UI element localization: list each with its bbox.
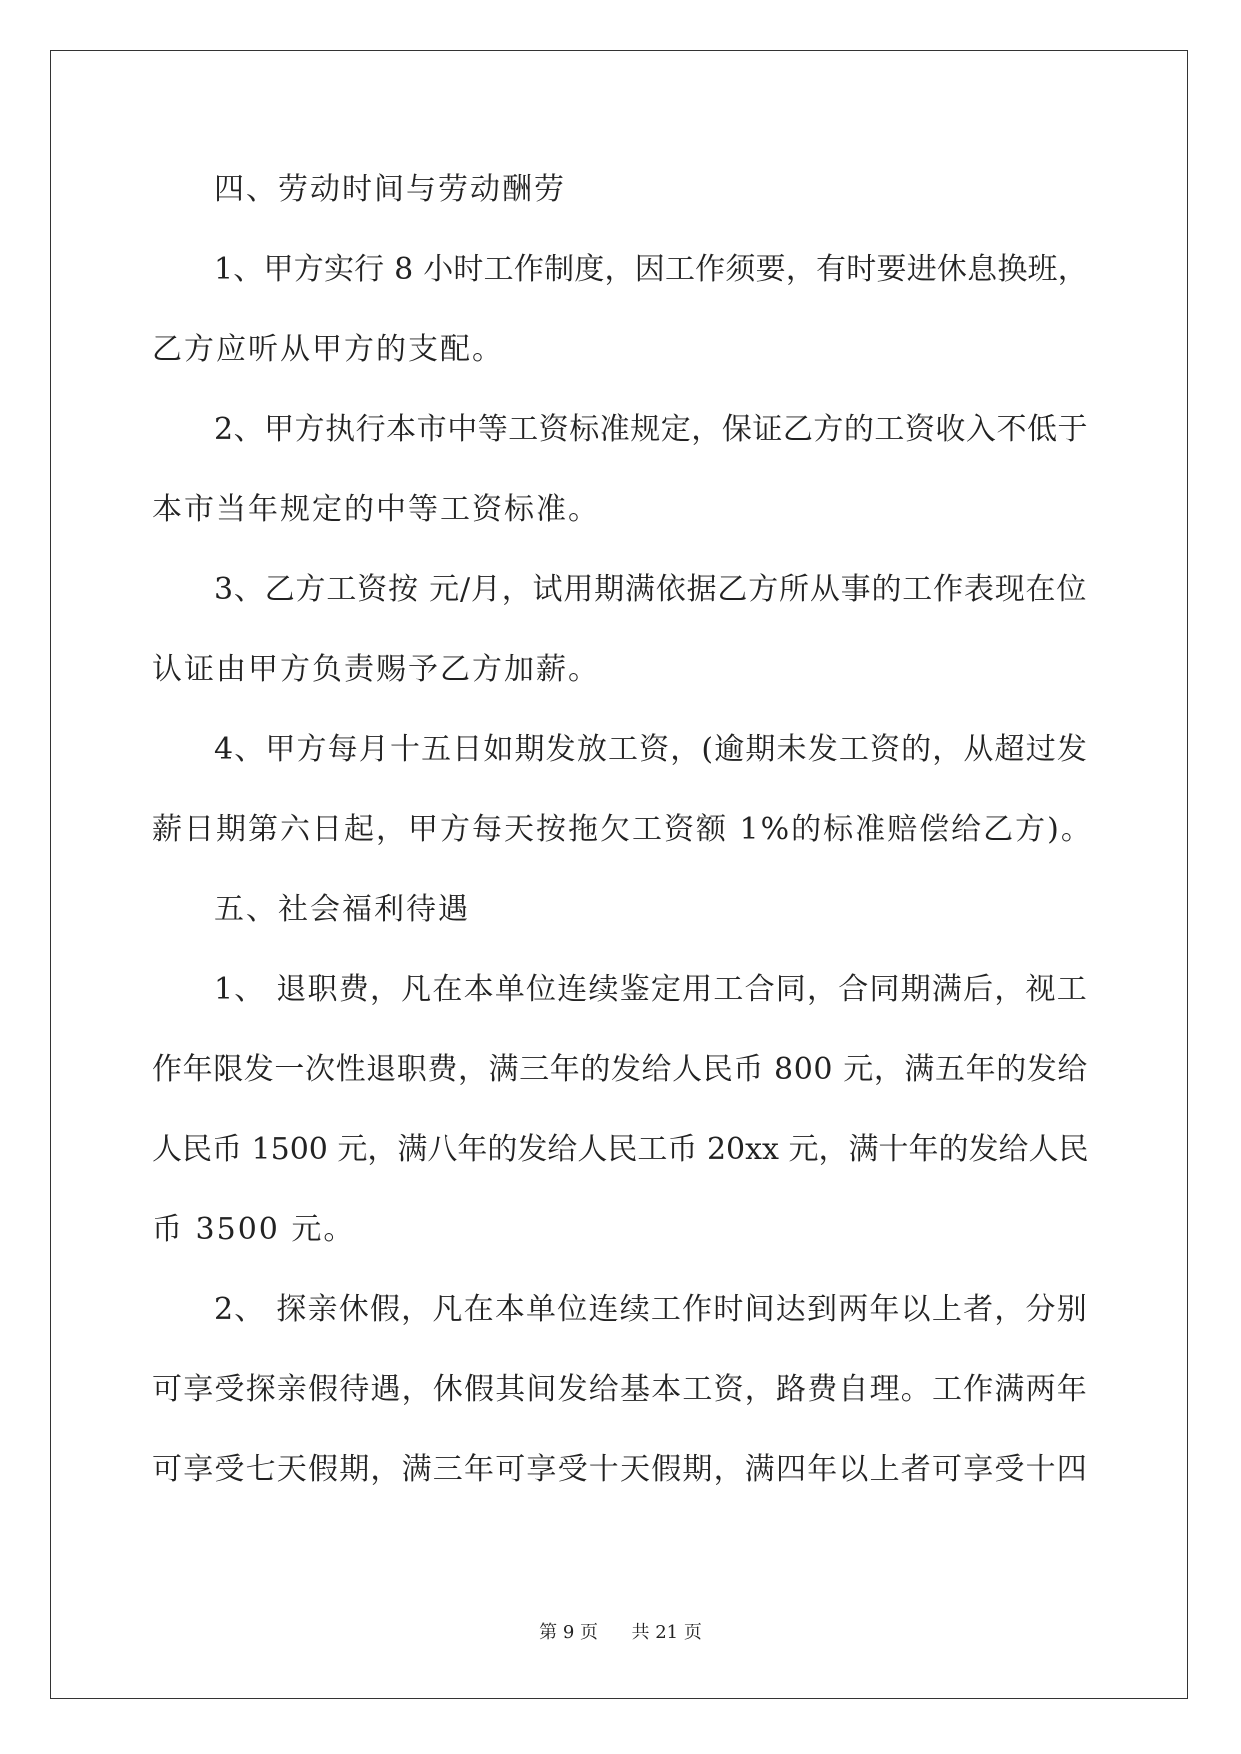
page-footer — [0, 1618, 1241, 1644]
paragraph-line: 作年限发一次性退职费，满三年的发给人民币 800 元，满五年的发给 — [152, 1052, 1088, 1087]
page-number: 第 9 页 — [539, 1622, 599, 1643]
paragraph-line: 币 3500 元。 — [152, 1212, 356, 1247]
paragraph-line: 本市当年规定的中等工资标准。 — [152, 492, 600, 527]
paragraph-line: 认证由甲方负责赐予乙方加薪。 — [152, 652, 600, 687]
paragraph-line: 3、乙方工资按 元/月，试用期满依据乙方所从事的工作表现在位 — [214, 572, 1088, 607]
paragraph-line: 1、甲方实行 8 小时工作制度，因工作须要，有时要进休息换班， — [214, 252, 1088, 287]
page-total: 共 21 页 — [631, 1622, 702, 1643]
paragraph-line: 可享受七天假期，满三年可享受十天假期，满四年以上者可享受十四 — [152, 1452, 1088, 1487]
paragraph-line: 乙方应听从甲方的支配。 — [152, 332, 504, 367]
section-heading-5: 五、社会福利待遇 — [214, 892, 470, 927]
paragraph-line: 可享受探亲假待遇，休假其间发给基本工资，路费自理。工作满两年 — [152, 1372, 1088, 1407]
paragraph-line: 1、 退职费，凡在本单位连续鉴定用工合同，合同期满后，视工 — [214, 972, 1088, 1007]
section-heading-4: 四、劳动时间与劳动酬劳 — [214, 172, 566, 207]
paragraph-line: 4、甲方每月十五日如期发放工资，(逾期未发工资的，从超过发 — [214, 732, 1088, 767]
paragraph-line: 2、甲方执行本市中等工资标准规定，保证乙方的工资收入不低于 — [214, 412, 1088, 447]
document-body — [152, 168, 1093, 1528]
paragraph-line: 薪日期第六日起，甲方每天按拖欠工资额 1%的标准赔偿给乙方)。 — [152, 812, 1093, 847]
paragraph-line: 人民币 1500 元，满八年的发给人民工币 20xx 元，满十年的发给人民 — [152, 1132, 1089, 1167]
paragraph-line: 2、 探亲休假，凡在本单位连续工作时间达到两年以上者，分别 — [214, 1292, 1088, 1327]
